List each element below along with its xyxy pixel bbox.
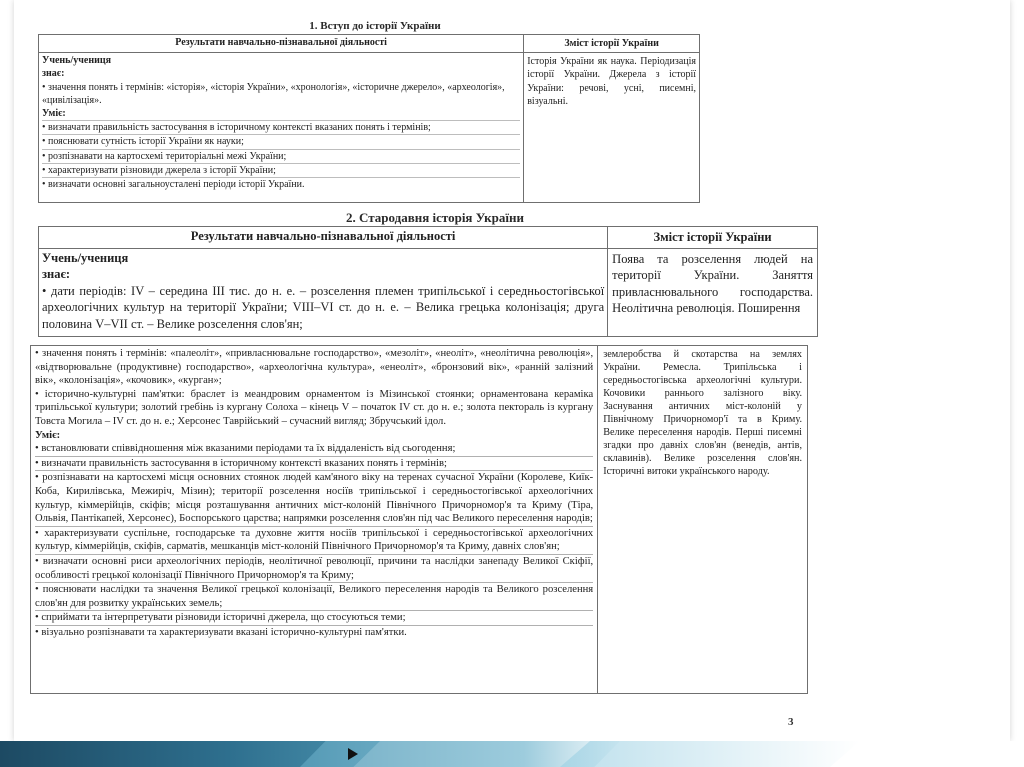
section1-skill: • визначати правильність застосування в історичному контексті вказаних понять і термінів; — [42, 120, 520, 134]
section1-knows-item: • значення понять і термінів: «історія», «історія України», «хронологія», «історичне джерело», «археологія», «цивілізація». — [42, 81, 505, 106]
section2-student-label: Учень/учениця — [42, 250, 129, 265]
section2-col-right-header: Зміст історії України — [608, 227, 818, 249]
section2-content-cell: Поява та розселення людей на території України. Заняття привласнювального господарства. Неолітична революція. Поширення — [608, 248, 818, 336]
section1-col-right-header: Зміст історії України — [524, 35, 700, 53]
section1-can-label: Уміє: — [42, 108, 66, 120]
section3-skill: • розпізнавати на картосхемі місця основних стоянок людей кам'яного віку на теренах сучасної України (Королеве, Киїк-Коба, Кирилівська, Межиріч, Мізин); території розселення носіїв трипільської і середньостогівської археологічних культур, кіммерійців, скіфів; місця розташування античних міст-колоній Північного Причорномор'я та Криму (Тіра, Ольвія, Пантікапей, Херсонес), Боспорського царства; напрямки розселення слов'ян під час Великого переселення народів; — [35, 472, 594, 525]
section3-skill: • пояснювати наслідки та значення Великої грецької колонізації, Великого переселення народів та Великого розселення слов'ян для розвитку українських земель; — [35, 584, 594, 609]
section1-title: 1. Вступ до історії України — [309, 20, 441, 32]
section3-skill: • візуально розпізнавати та характеризувати вказані історично-культурні пам'ятки. — [35, 625, 593, 640]
section2-col-left-header: Результати навчально-пізнавальної діяльності — [39, 227, 608, 249]
section2-results-cell — [39, 248, 608, 336]
bottom-bar-light-stripe — [560, 741, 860, 767]
section2-table — [38, 226, 818, 337]
section3-skill: • визначати основні риси археологічних періодів, неолітичної революції, причини та наслідки занепаду Великої Скіфії, особливості грецької колонізації Північного Причорномор'я та Криму; — [35, 555, 594, 581]
section1-content-cell: Історія України як наука. Періодизація історії України. Джерела з історії України: речові, усні, писемні, візуальні. — [524, 53, 700, 203]
section1-skill: • розпізнавати на картосхемі територіальні межі України; — [42, 149, 520, 163]
section3-table — [30, 345, 808, 694]
section3-skill: • встановлювати співвідношення між вказаними періодами та їх віддаленість від сьогодення; — [35, 443, 456, 455]
arrow-right-icon — [348, 748, 358, 760]
section1-skill: • визначати основні загальноусталені періоди історії України. — [42, 177, 520, 191]
section3-skill: • сприймати та інтерпретувати різновиди історичні джерела, що стосуються теми; — [35, 610, 593, 625]
section3-results-cell — [31, 346, 598, 694]
section1-results-cell — [39, 53, 524, 203]
section1-skill: • пояснювати сутність історії України як науки; — [42, 134, 520, 148]
section1-knows-label: знає: — [42, 68, 65, 80]
section1-col-left-header: Результати навчально-пізнавальної діяльності — [39, 35, 524, 53]
section2-knows-label: знає: — [42, 267, 71, 281]
page-number: 3 — [788, 716, 794, 728]
section1-skill: • характеризувати різновиди джерела з історії України; — [42, 163, 520, 177]
section2-title: 2. Стародавня історія України — [346, 210, 524, 225]
section3-skill: • характеризувати суспільне, господарське та духовне життя носіїв трипільської і середньостогівської археологічних культур, кіммерійців, скіфів, сарматів, мешканців міст-колоній Північного Причорномор'я та Криму, давніх слов'ян; — [35, 527, 594, 553]
section3-skill: • визначати правильність застосування в історичному контексті вказаних понять і термінів; — [35, 456, 593, 471]
section2-item: • дати періодів: IV – середина III тис. до н. е. – розселення племен трипільської і середньостогівської археологічних культур на території України; VIII–VI ст. до н. е. – Велика грецька колонізація; друга половина V–VII ст. – Велике розселення слов'ян; — [42, 283, 605, 331]
section3-item: • історично-культурні пам'ятки: браслет із меандровим орнаментом із Мізинської стоянки; орнаментована кераміка трипільської культури; золотий гребінь із кургану Солоха – кінець V – початок IV ст. до н. е.; золота пектораль із кургану Товста Могила – IV ст. до н. е.; Херсонес Таврійський – сучасний вигляд; Збручський ідол. — [35, 388, 594, 427]
section3-content-cell: землеробства й скотарства на землях України. Ремесла. Трипільська і середньостогівська археологічні культури. Кочовики раннього залізного віку. Заснування античних міст-колоній у Північному Причорномор'ї та в Криму. Велике переселення народів. Перші писемні згадки про давніх слов'ян (венедів, антів, склавинів). Велике розселення слов'ян. Історичні витоки українського народу. — [598, 346, 808, 694]
bottom-decoration-bar — [0, 741, 1024, 767]
section1-table — [38, 34, 700, 203]
section3-item: • значення понять і термінів: «палеоліт», «привласнювальне господарство», «мезоліт», «неоліт», «неолітична революція», «відтворювальне (продуктивне) господарство», «археологічна культура», «енеоліт», «бронзовий вік», «ранній залізний вік», «колонізація», «кочовик», «курган»; — [35, 348, 594, 387]
section1-student-label: Учень/учениця — [42, 55, 112, 67]
section3-can-label: Уміє: — [35, 429, 61, 441]
